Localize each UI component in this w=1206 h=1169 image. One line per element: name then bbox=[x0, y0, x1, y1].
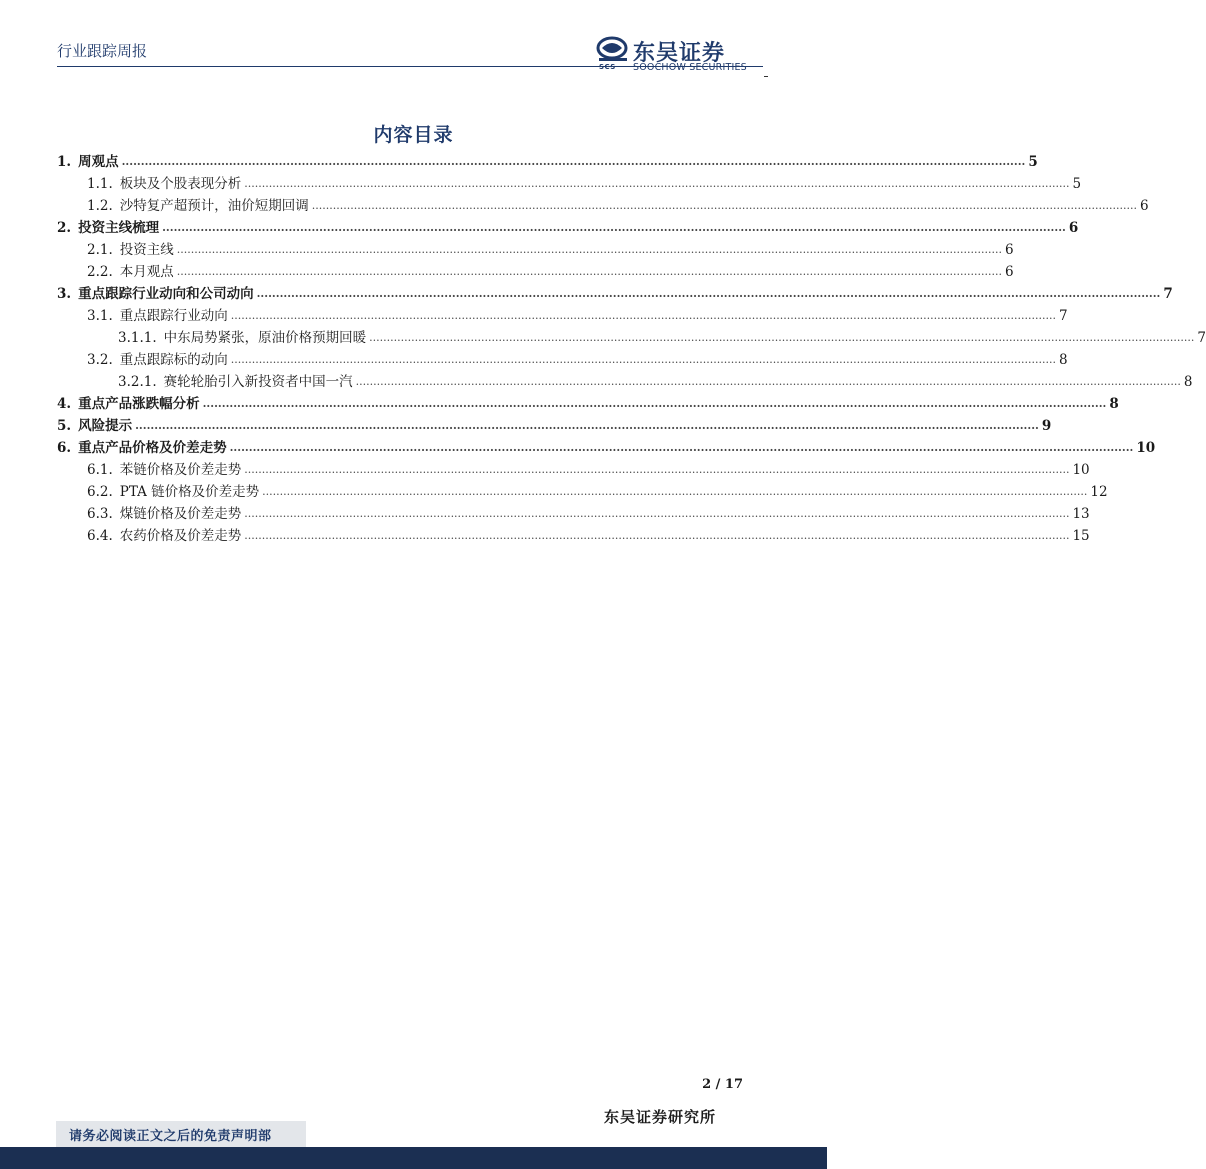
toc-entry-number: 3.1.1. bbox=[118, 330, 157, 346]
toc-entry[interactable] bbox=[118, 368, 1193, 390]
toc-dot-leader: ............................................................................................................................................................................................................................................ bbox=[135, 419, 1039, 432]
toc-entry[interactable] bbox=[87, 236, 1014, 258]
toc-entry-page: 5 bbox=[1072, 176, 1082, 192]
toc-entry-page: 5 bbox=[1028, 154, 1038, 170]
toc-dot-leader: ............................................................................................................................................................................................................................................ bbox=[229, 441, 1134, 454]
toc-entry-label: 煤链价格及价差走势 bbox=[119, 506, 242, 522]
toc-entry-label: 农药价格及价差走势 bbox=[119, 528, 242, 544]
toc-entry-label: 本月观点 bbox=[119, 264, 174, 280]
toc-entry-page: 10 bbox=[1072, 462, 1090, 478]
toc-entry-number: 6.4. bbox=[87, 528, 113, 544]
footer-bar bbox=[0, 1147, 827, 1169]
company-logo bbox=[596, 36, 776, 74]
toc-entry-page: 8 bbox=[1109, 396, 1119, 412]
logo-chinese-name: 东吴证券 bbox=[633, 41, 726, 66]
toc-dot-leader: ............................................................................................................................................................................................................................................ bbox=[369, 331, 1195, 344]
toc-entry-page: 6 bbox=[1139, 198, 1149, 214]
logo-english-name: SOOCHOW SECURITIES bbox=[633, 62, 747, 73]
toc-entry-label: 苯链价格及价差走势 bbox=[119, 462, 242, 478]
toc-entry-number: 4. bbox=[57, 396, 72, 412]
toc-entry-number: 3. bbox=[57, 286, 72, 302]
toc-entry[interactable] bbox=[87, 170, 1082, 192]
toc-entry-page: 13 bbox=[1072, 506, 1090, 522]
toc-entry[interactable] bbox=[87, 346, 1068, 368]
toc-entry-label: 重点跟踪行业动向 bbox=[119, 308, 228, 324]
toc-entry-number: 3.1. bbox=[87, 308, 113, 324]
toc-entry[interactable] bbox=[87, 302, 1068, 324]
toc-entry[interactable] bbox=[57, 390, 1119, 412]
toc-entry[interactable] bbox=[87, 192, 1149, 214]
toc-entry-page: 7 bbox=[1163, 286, 1173, 302]
toc-entry-label: 重点产品价格及价差走势 bbox=[78, 440, 227, 456]
toc-entry-page: 10 bbox=[1136, 440, 1156, 456]
toc-dot-leader: ............................................................................................................................................................................................................................................ bbox=[244, 529, 1070, 542]
toc-entry-page: 8 bbox=[1183, 374, 1193, 390]
toc-dot-leader: ............................................................................................................................................................................................................................................ bbox=[176, 265, 1002, 278]
toc-entry-label: 沙特复产超预计，油价短期回调 bbox=[119, 198, 309, 214]
toc-entry-number: 3.2. bbox=[87, 352, 113, 368]
toc-entry-number: 6. bbox=[57, 440, 72, 456]
footer-organization: 东吴证券研究所 bbox=[604, 1108, 717, 1126]
toc-dot-leader: ............................................................................................................................................................................................................................................ bbox=[202, 397, 1107, 410]
toc-entry-label: 投资主线 bbox=[119, 242, 174, 258]
toc-entry-page: 6 bbox=[1004, 242, 1014, 258]
toc-entry[interactable] bbox=[87, 478, 1108, 500]
toc-entry-page: 7 bbox=[1058, 308, 1068, 324]
toc-dot-leader: ............................................................................................................................................................................................................................................ bbox=[311, 199, 1137, 212]
toc-dot-leader: ............................................................................................................................................................................................................................................ bbox=[162, 221, 1066, 234]
toc-entry-number: 2.2. bbox=[87, 264, 113, 280]
toc-entry[interactable] bbox=[57, 214, 1079, 236]
toc-entry-label: 投资主线梳理 bbox=[78, 220, 160, 236]
toc-entry-number: 2. bbox=[57, 220, 72, 236]
toc-entry[interactable] bbox=[57, 280, 1173, 302]
toc-entry-page: 8 bbox=[1058, 352, 1068, 368]
logo-abbreviation: SCS bbox=[599, 63, 616, 71]
toc-title: 内容目录 bbox=[373, 124, 454, 146]
toc-entry-number: 1.1. bbox=[87, 176, 113, 192]
toc-dot-leader: ............................................................................................................................................................................................................................................ bbox=[244, 177, 1070, 190]
toc-entry-number: 6.3. bbox=[87, 506, 113, 522]
toc-entry-label: 板块及个股表现分析 bbox=[119, 176, 242, 192]
toc-entry-page: 7 bbox=[1197, 330, 1206, 346]
toc-dot-leader: ............................................................................................................................................................................................................................................ bbox=[355, 375, 1181, 388]
toc-entry-number: 6.1. bbox=[87, 462, 113, 478]
toc-entry-number: 1.2. bbox=[87, 198, 113, 214]
toc-entry[interactable] bbox=[57, 412, 1052, 434]
toc-entry-label: 重点产品涨跌幅分析 bbox=[78, 396, 200, 412]
toc-entry-page: 9 bbox=[1041, 418, 1052, 434]
toc-entry-page: 12 bbox=[1090, 484, 1108, 500]
toc-entry-label: 重点跟踪行业动向和公司动向 bbox=[78, 286, 254, 302]
toc-entry-label: 赛轮轮胎引入新投资者中国一汽 bbox=[163, 374, 353, 390]
header-rule bbox=[57, 66, 763, 67]
toc-entry[interactable] bbox=[57, 148, 1038, 170]
toc-entry-page: 15 bbox=[1072, 528, 1090, 544]
toc-entry-number: 6.2. bbox=[87, 484, 113, 500]
toc-dot-leader: ............................................................................................................................................................................................................................................ bbox=[176, 243, 1002, 256]
toc-entry-page: 6 bbox=[1068, 220, 1079, 236]
toc-entry-label: 中东局势紧张，原油价格预期回暖 bbox=[163, 330, 367, 346]
toc-dot-leader: ............................................................................................................................................................................................................................................ bbox=[256, 287, 1161, 300]
toc-dot-leader: ............................................................................................................................................................................................................................................ bbox=[262, 485, 1088, 498]
toc-dot-leader: ............................................................................................................................................................................................................................................ bbox=[121, 155, 1026, 168]
logo-icon bbox=[596, 36, 630, 64]
toc-entry-page: 6 bbox=[1004, 264, 1014, 280]
toc-entry-number: 3.2.1. bbox=[118, 374, 157, 390]
toc-entry-label: PTA 链价格及价差走势 bbox=[119, 484, 260, 500]
toc-entry[interactable] bbox=[87, 500, 1090, 522]
header-mark bbox=[764, 76, 768, 77]
toc-dot-leader: ............................................................................................................................................................................................................................................ bbox=[244, 463, 1070, 476]
toc-entry[interactable] bbox=[87, 522, 1090, 544]
disclaimer-text: 请务必阅读正文之后的免责声明部 bbox=[69, 1129, 272, 1144]
page-number: 2 / 17 bbox=[702, 1077, 743, 1092]
toc-entry[interactable] bbox=[118, 324, 1206, 346]
toc-entry-label: 重点跟踪标的动向 bbox=[119, 352, 228, 368]
report-type-label: 行业跟踪周报 bbox=[57, 42, 148, 60]
disclaimer-banner bbox=[56, 1121, 306, 1147]
toc-entry[interactable] bbox=[57, 434, 1156, 456]
toc-dot-leader: ............................................................................................................................................................................................................................................ bbox=[244, 507, 1070, 520]
toc-entry-number: 2.1. bbox=[87, 242, 113, 258]
toc-entry-label: 周观点 bbox=[78, 154, 119, 170]
toc-entry[interactable] bbox=[87, 258, 1014, 280]
toc-dot-leader: ............................................................................................................................................................................................................................................ bbox=[230, 309, 1056, 322]
toc-entry-number: 1. bbox=[57, 154, 72, 170]
toc-dot-leader: ............................................................................................................................................................................................................................................ bbox=[230, 353, 1056, 366]
toc-entry-label: 风险提示 bbox=[78, 418, 133, 434]
toc-entry-number: 5. bbox=[57, 418, 72, 434]
toc-entry[interactable] bbox=[87, 456, 1090, 478]
